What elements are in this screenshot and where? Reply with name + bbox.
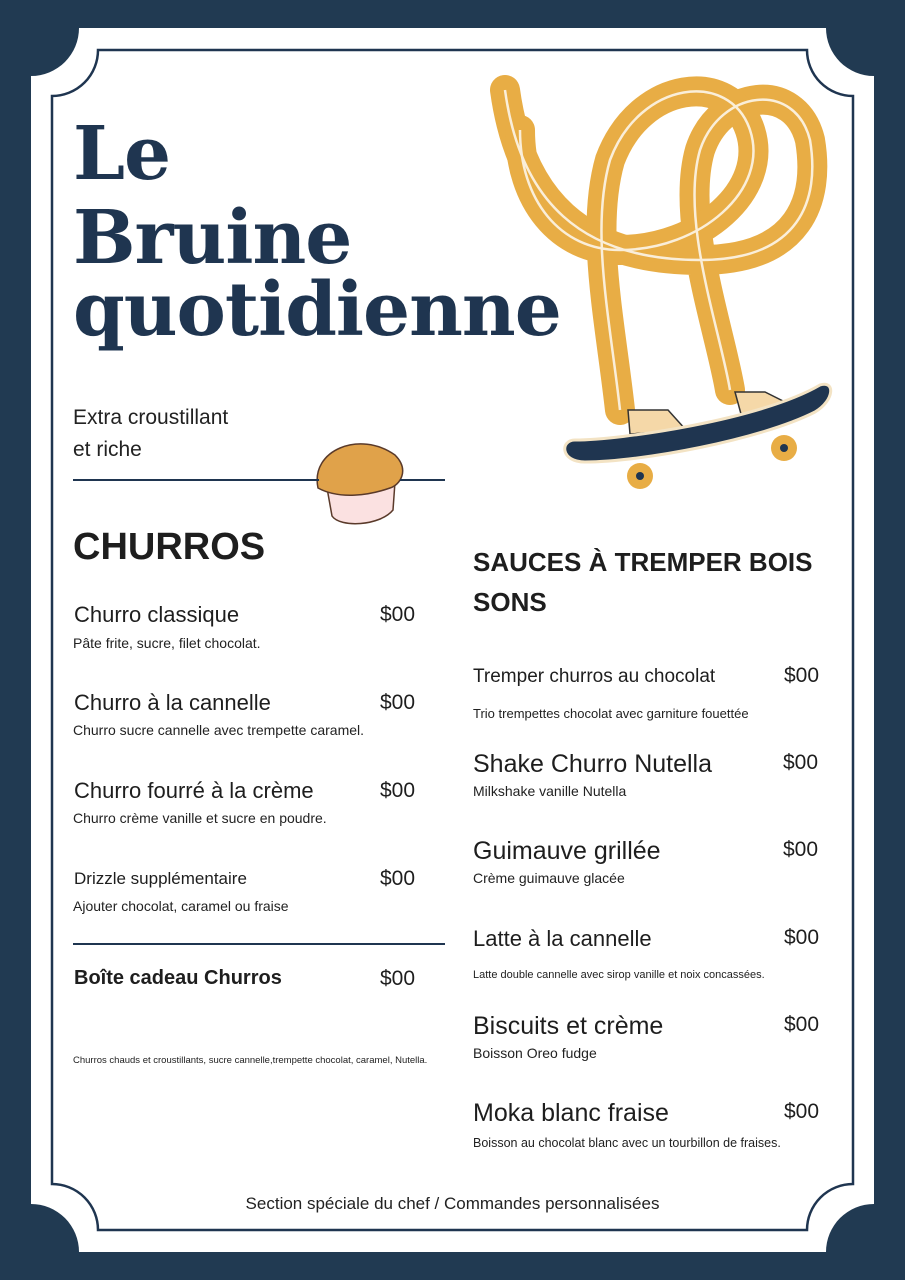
item-price: $00 [784, 1100, 820, 1123]
title-line: quotidienne [73, 267, 561, 353]
item-price: $00 [380, 779, 416, 802]
item-name: Churro à la cannelle [74, 690, 271, 715]
item-desc: Latte double cannelle avec sirop vanille et noix concassées. [473, 969, 765, 981]
item-price: $00 [784, 1013, 820, 1036]
title-line: Le [73, 111, 171, 197]
churros-heading: CHURROS [73, 526, 266, 568]
item-desc: Boisson au chocolat blanc avec un tourbillon de fraises. [473, 1136, 781, 1150]
subtitle [73, 402, 228, 466]
item-name: Latte à la cannelle [473, 926, 652, 951]
item-desc: Pâte frite, sucre, filet chocolat. [73, 635, 261, 651]
subtitle-line: et riche [73, 438, 142, 461]
gift-box-desc: Churros chauds et croustillants, sucre cannelle,trempette chocolat, caramel, Nutella. [73, 1055, 428, 1066]
item-name: Moka blanc fraise [473, 1099, 669, 1127]
gift-box-price: $00 [380, 967, 416, 990]
item-price: $00 [380, 867, 416, 890]
divider [73, 943, 445, 945]
divider [400, 479, 445, 481]
item-price: $00 [783, 751, 819, 774]
item-name: Churro classique [74, 602, 240, 627]
item-price: $00 [380, 691, 416, 714]
item-name: Guimauve grillée [473, 837, 661, 865]
item-name: Shake Churro Nutella [473, 750, 713, 778]
divider [73, 479, 319, 481]
item-price: $00 [380, 603, 416, 626]
item-price: $00 [784, 926, 820, 949]
item-price: $00 [784, 664, 820, 687]
item-desc: Crème guimauve glacée [473, 870, 625, 886]
item-price: $00 [783, 838, 819, 861]
page-title [73, 112, 561, 352]
item-desc: Churro sucre cannelle avec trempette caramel. [73, 722, 365, 738]
sauces-heading: SAUCES À TREMPER BOIS SONS [473, 547, 813, 617]
item-name: Tremper churros au chocolat [473, 666, 716, 687]
item-desc: Churro crème vanille et sucre en poudre. [73, 810, 327, 826]
item-name: Churro fourré à la crème [74, 778, 314, 803]
footer-note: Section spéciale du chef / Commandes personnalisées [245, 1194, 660, 1213]
item-desc: Ajouter chocolat, caramel ou fraise [73, 898, 289, 914]
item-desc: Boisson Oreo fudge [473, 1045, 597, 1061]
item-name: Drizzle supplémentaire [74, 869, 247, 888]
item-desc: Trio trempettes chocolat avec garniture fouettée [473, 706, 749, 721]
item-desc: Milkshake vanille Nutella [473, 783, 627, 799]
subtitle-line: Extra croustillant [73, 406, 229, 429]
title-line: Bruine [73, 195, 352, 281]
item-name: Biscuits et crème [473, 1012, 664, 1040]
gift-box-name: Boîte cadeau Churros [74, 967, 282, 989]
